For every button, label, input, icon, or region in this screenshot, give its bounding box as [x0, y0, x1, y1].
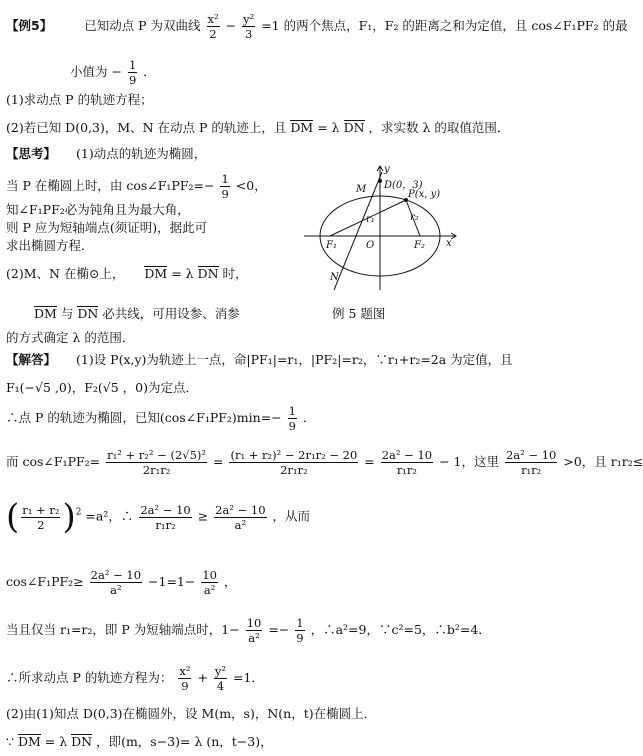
fraction: $\frac{\text{2a² − 10}}{\text{a²}}$ [215, 502, 266, 532]
label-d: D(0，3) [384, 180, 423, 191]
y-axis-label: y [384, 164, 390, 175]
vector-dn: DN [77, 306, 99, 321]
figure-caption: 例 5 题图 [332, 306, 386, 321]
answer-line-4: 而 cos∠F₁PF₂= $\frac{\text{r₁² + r₂² − (2√5)²}}{\text{2r₁r₂}}$ = $\frac{\text{(r₁ + r₂)² − 2r₁r₂ − 20}}{\text{2r₁r₂}}$ = $\frac{\text{2a² − 10}}{\text{r₁r₂}}$ − 1，这里 $\frac{\text{2a² − 10}}{\text{r₁r₂}}$ >0，且 r₁r₂≤ [6, 448, 643, 477]
answer-line-7: 当且仅当 r₁=r₂，即 P 为短轴端点时，1− $\frac{10}{\text{a²}}$ =− $\frac{1}{9}$ ，∴a²=9，∵c²=5，∴b²=4． [6, 616, 491, 645]
example-line-1 [6, 12, 628, 41]
x-axis-label: x [446, 238, 452, 249]
fraction: $\frac{10}{\text{a²}}$ [202, 568, 217, 597]
think-line-4: 则 P 应为短轴端点(须证明)，据此可 [6, 220, 208, 235]
answer-line-3: ∴点 P 的轨迹为椭圆，已知(cos∠F₁PF₂)min=− $\frac{1}{9}$ ． [6, 404, 316, 433]
label-r2: r₂ [410, 212, 419, 223]
ellipse-figure [300, 162, 460, 294]
think-label: 【思考】 [6, 146, 57, 161]
fraction: $\frac{\text{x²}}{9}$ [179, 664, 191, 693]
vector-dn: DN [343, 120, 365, 135]
fraction: $\frac{\text{2a² − 10}}{\text{r₁r₂}}$ [140, 502, 191, 532]
point-d [378, 179, 382, 183]
fraction: $\frac{\text{2a² − 10}}{\text{r₁r₂}}$ [505, 448, 557, 477]
think-line-8: 的方式确定 λ 的范围． [6, 330, 135, 345]
answer-line-8: ∴所求动点 P 的轨迹方程为： $\frac{\text{x²}}{9}$ + $\frac{\text{y²}}{4}$ =1． [6, 664, 264, 693]
label-r1: r₁ [366, 214, 375, 225]
fraction: $\frac{\text{x²}}{2}$ [207, 12, 219, 41]
answer-line-10: ∵ DM = λ DN ，即(m，s−3)= λ (n，t−3)， [6, 734, 273, 749]
answer-line-9: (2)由(1)知点 D(0,3)在椭圆外，设 M(m，s)，N(n，t)在椭圆上． [6, 706, 377, 721]
answer-line-5: ( $\frac{\text{r₁ + r₂}}{2}$ )$^2$ =a²，∴ $\frac{\text{2a² − 10}}{\text{r₁r₂}}$ ≥ $\frac{\text{2a² − 10}}{\text{a²}}$ ，从而 [6, 497, 311, 537]
fraction: $\frac{\text{r₁ + r₂}}{2}$ [22, 502, 60, 532]
fraction: $\frac{1}{9}$ [128, 58, 137, 87]
think-line-2: 当 P 在椭圆上时，由 cos∠F₁PF₂=− $\frac{1}{9}$ <0， [6, 172, 267, 201]
part-1: (1)求动点 P 的轨迹方程； [6, 92, 153, 107]
example-line-2: 小值为 − $\frac{1}{9}$ ． [70, 58, 156, 87]
vector-dn: DN [197, 266, 219, 281]
vector-dm: DM [34, 306, 57, 321]
fraction: $\frac{10}{\text{a²}}$ [246, 616, 262, 645]
fraction: $\frac{\text{2a² − 10}}{\text{r₁r₂}}$ [381, 448, 433, 477]
example-text: 已知动点 P 为双曲线 [84, 18, 201, 33]
label-n: N [330, 272, 339, 283]
think-line-6: (2)M、N 在椭⊙上， DM = λ DN 时， [6, 266, 248, 281]
label-f2: F₂ [414, 240, 425, 251]
label-f1: F₁ [326, 240, 337, 251]
vector-dm: DM [144, 266, 168, 281]
minus-sign: − [225, 18, 237, 33]
fraction: $\frac{\text{y²}}{3}$ [243, 12, 255, 41]
fraction: $\frac{\text{y²}}{4}$ [214, 664, 227, 693]
label-o: O [366, 240, 375, 251]
example-text: =1 的两个焦点，F₁，F₂ 的距离之和为定值，且 cos∠F₁PF₂ 的最 [261, 18, 628, 33]
think-line-3: 知∠F₁PF₂必为钝角且为最大角， [6, 202, 190, 217]
think-line-1: 【思考】 (1)动点的轨迹为椭圆， [6, 146, 207, 161]
answer-label: 【解答】 [6, 352, 57, 367]
fraction: $\frac{1}{9}$ [221, 172, 229, 201]
part-2: (2)若已知 D(0,3)，M、N 在动点 P 的轨迹上，且 DM = λ DN ，求实数 λ 的取值范围． [6, 120, 510, 135]
fraction: $\frac{1}{9}$ [296, 616, 304, 645]
answer-line-1: 【解答】 (1)设 P(x,y)为轨迹上一点，命|PF₁|=r₁，|PF₂|=r₂，∵r₁+r₂=2a 为定值，且 [6, 352, 513, 367]
fraction: $\frac{\text{(r₁ + r₂)² − 2r₁r₂ − 20}}{\text{2r₁r₂}}$ [230, 448, 358, 477]
label-p: P(x, y) [408, 189, 441, 200]
vector-dm: DM [17, 734, 41, 749]
label-m: M [356, 184, 367, 195]
think-line-5: 求出椭圆方程． [6, 238, 94, 253]
think-line-7: DM 与 DN 必共线，可用设参、消参 [34, 306, 240, 321]
vector-dn: DN [71, 734, 93, 749]
answer-line-6: cos∠F₁PF₂≥ $\frac{\text{2a² − 10}}{\text{a²}}$ −1=1− $\frac{10}{\text{a²}}$ ， [6, 568, 237, 597]
fraction: $\frac{\text{r₁² + r₂² − (2√5)²}}{\text{2r₁r₂}}$ [107, 448, 207, 477]
fraction: $\frac{1}{9}$ [288, 404, 296, 433]
fraction: $\frac{\text{2a² − 10}}{\text{a²}}$ [90, 568, 142, 597]
answer-line-2: F₁(−√5 ,0)，F₂(√5 ，0)为定点． [6, 380, 199, 395]
vector-dm: DM [290, 120, 314, 135]
example-label: 【例5】 [6, 18, 53, 33]
